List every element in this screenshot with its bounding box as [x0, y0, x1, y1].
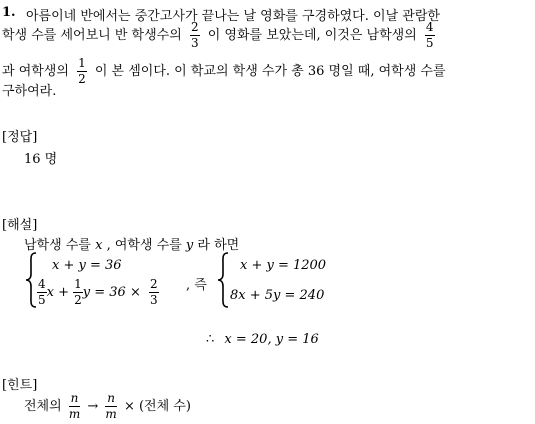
system1-equation-2: $\frac{4}{5}$ x + $\frac{1}{2}$ y = 36 × $\frac{2}{3}$: [38, 277, 158, 307]
problem-text: 학생 수를 세어보니 반 학생수의: [2, 28, 182, 43]
problem-number: 1.: [2, 5, 16, 20]
answer-heading: [정답]: [2, 130, 38, 145]
fraction-two-thirds: $\frac{2}{3}$: [190, 20, 199, 50]
problem-line-2: [2, 20, 439, 52]
answer-value: 16 명: [24, 152, 58, 167]
solution-result: x = 20, y = 16: [224, 332, 319, 347]
fraction-four-fifths: $\frac{4}{5}$: [38, 277, 46, 307]
left-brace-icon: [24, 252, 38, 308]
problem-text: 과 여학생의: [2, 64, 69, 79]
arrow-right-icon: →: [87, 399, 99, 414]
problem-text: 이 본 셈이다. 이 학교의 학생 수가 총 36 명일 때, 여학생 수를: [94, 64, 446, 79]
problem-line-4: 구하여라.: [2, 84, 57, 99]
fraction-n-over-m: $\frac{n}{m}$: [68, 391, 81, 421]
fraction-two-thirds: $\frac{2}{3}$: [150, 277, 158, 307]
hint-heading: [힌트]: [2, 378, 38, 393]
therefore-line: [206, 332, 319, 347]
fraction-one-half: $\frac{1}{2}$: [74, 277, 82, 307]
connector-text: , 즉: [186, 278, 207, 293]
system1-equation-1: x + y = 36: [52, 258, 122, 273]
problem-text: 이 영화를 보았는데, 이것은 남학생의: [207, 28, 417, 43]
solution-intro: 남학생 수를 x , 여학생 수를 y 라 하면: [24, 238, 240, 253]
variable-y: y: [185, 238, 194, 253]
left-brace-icon: [216, 252, 230, 308]
therefore-icon: ∴: [206, 332, 215, 347]
fraction-n-over-m: $\frac{n}{m}$: [105, 391, 117, 421]
fraction-four-fifths: $\frac{4}{5}$: [425, 20, 434, 50]
problem-line-3: [2, 56, 446, 88]
variable-x: x: [95, 238, 103, 253]
fraction-one-half: $\frac{1}{2}$: [78, 56, 86, 86]
hint-formula: 전체의 $\frac{n}{m}$ → $\frac{n}{m}$ × (전체 수): [24, 391, 191, 421]
system2-equation-1: x + y = 1200: [240, 258, 327, 273]
solution-heading: [해설]: [2, 218, 38, 233]
system2-equation-2: 8x + 5y = 240: [230, 288, 325, 303]
problem-line-1: 아름이네 반에서는 중간고사가 끝나는 날 영화를 구경하였다. 이날 관람한: [26, 9, 440, 24]
